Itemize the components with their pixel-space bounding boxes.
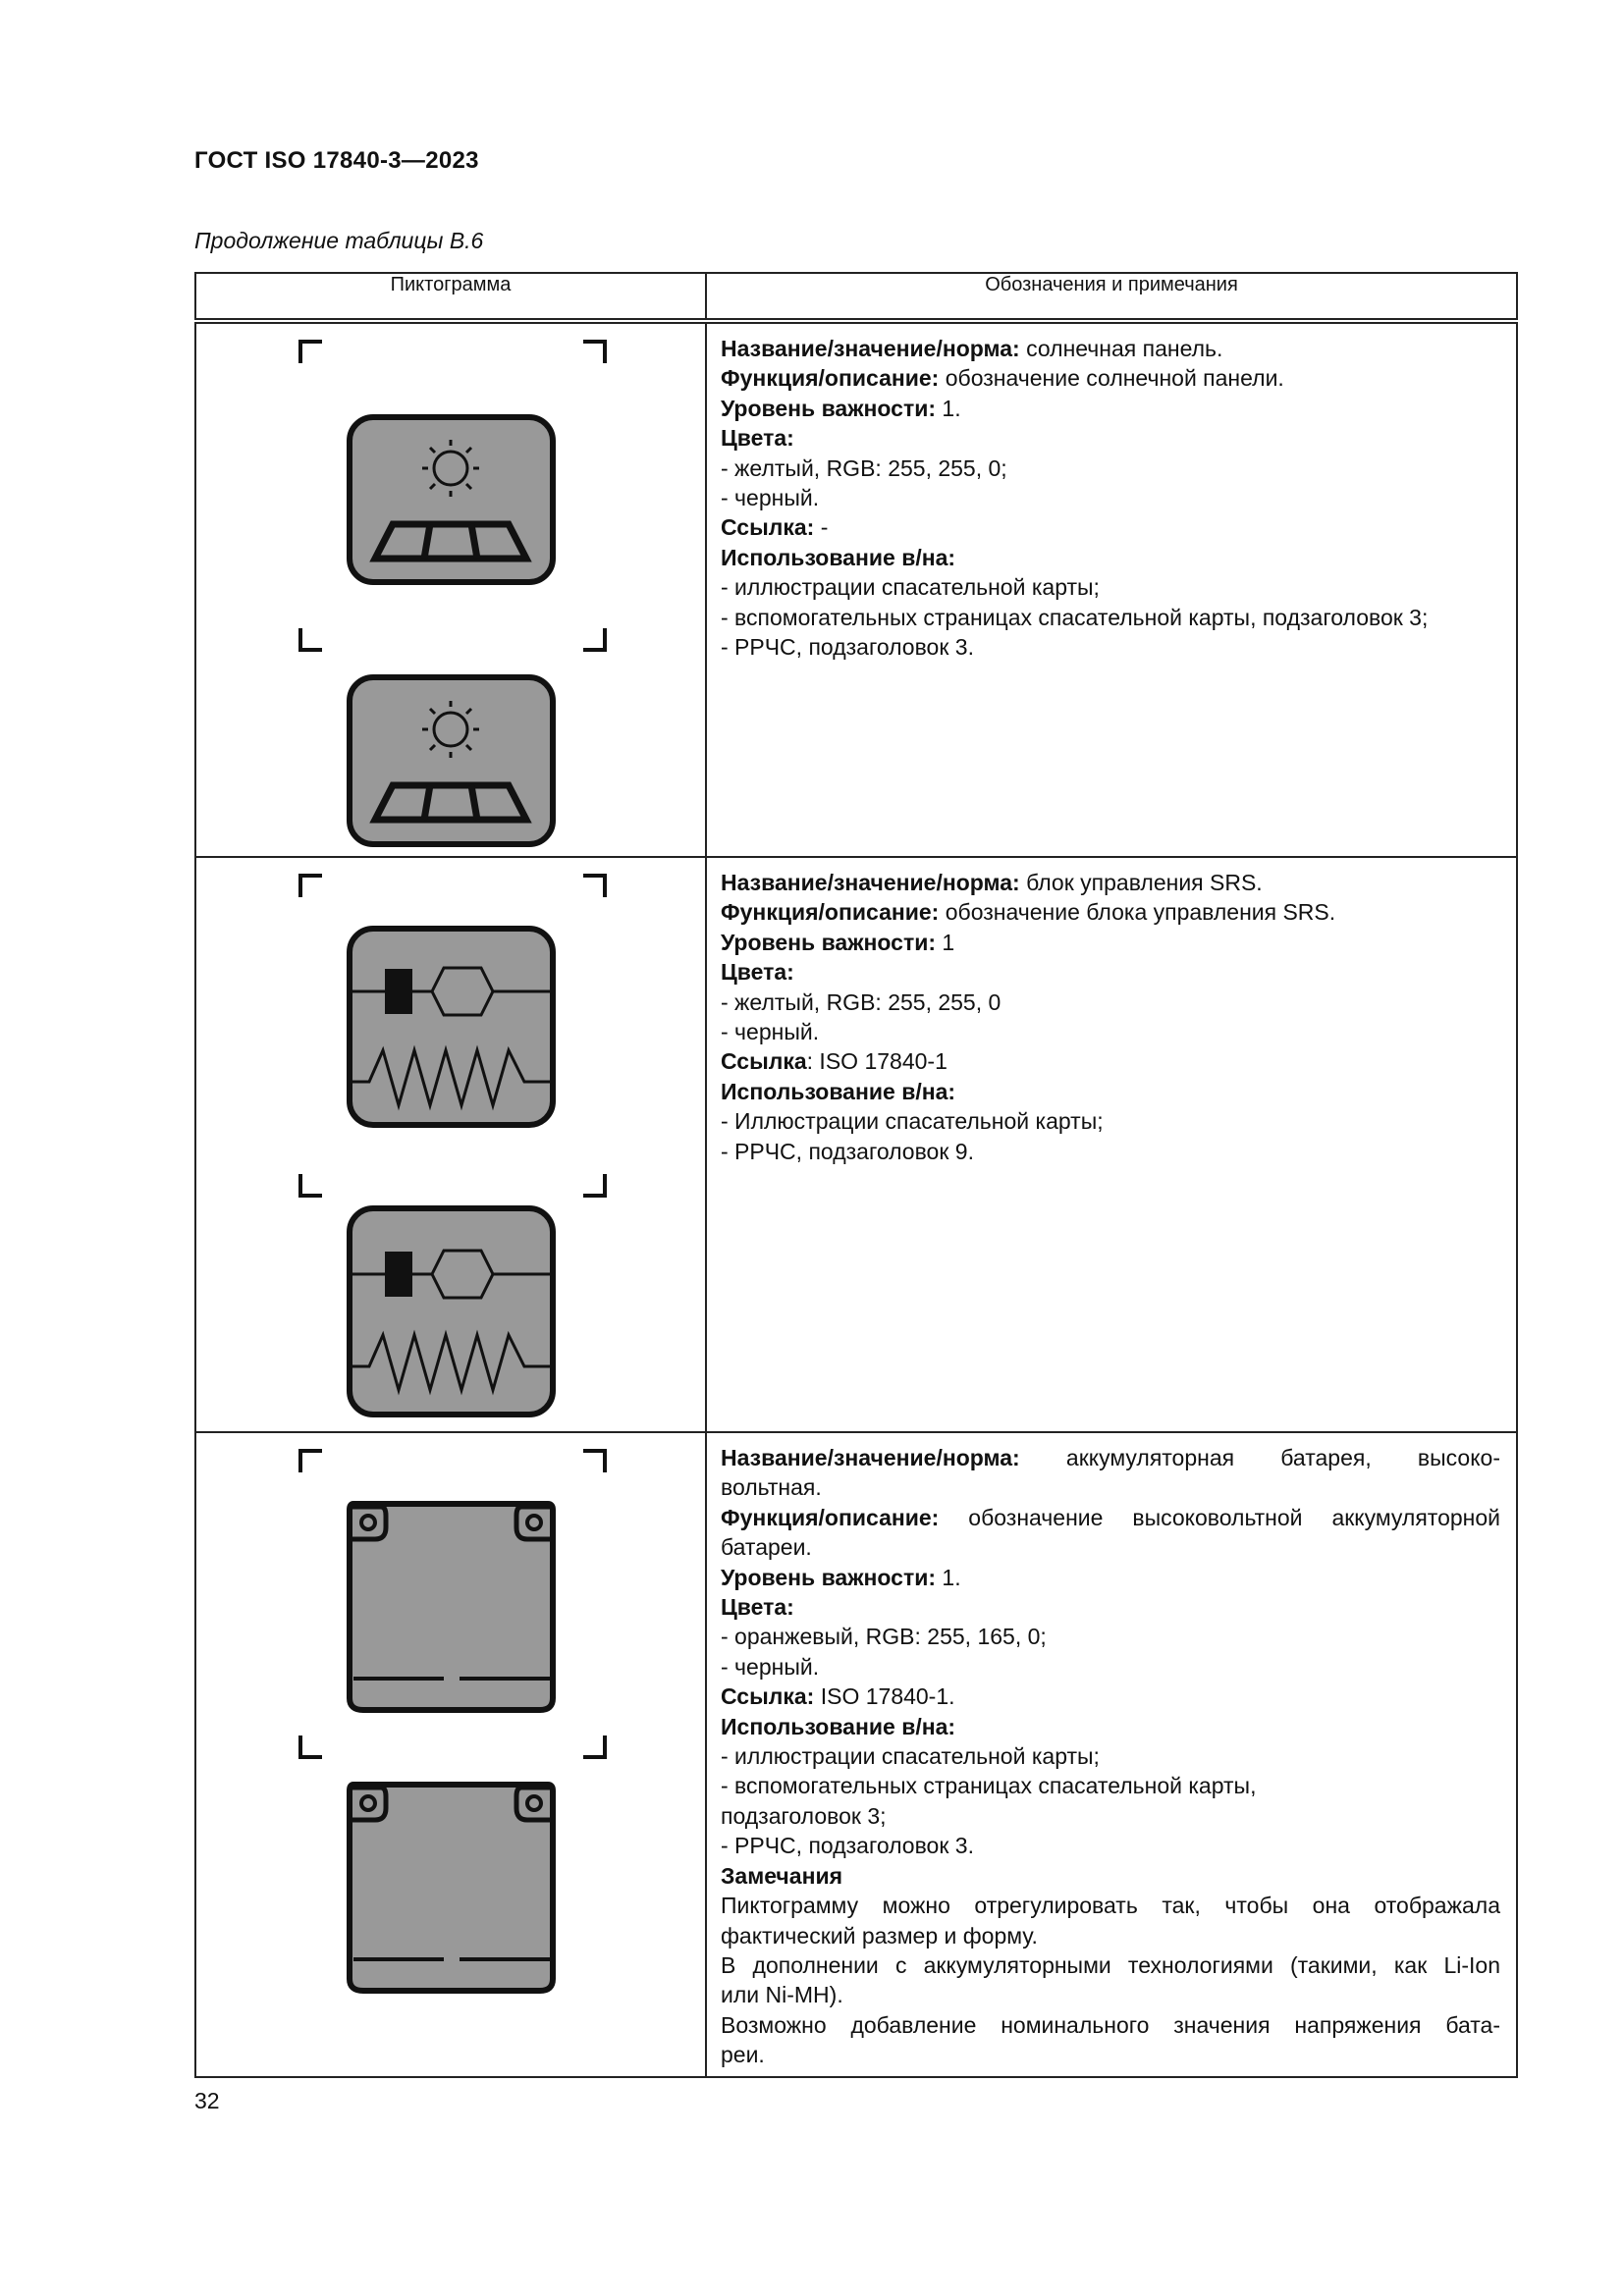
notes-line-text: - РРЧС, подзаголовок 3. [721,634,974,661]
notes-line [721,1622,1500,1651]
notes-line-text: или Ni-MH). [721,1982,843,2008]
notes-line-text: - желтый, RGB: 255, 255, 0 [721,988,1001,1015]
table-row [195,321,1517,857]
frame-corner-bottom-right [583,1174,605,1196]
frame-corner-top-right [583,876,605,897]
notes-list [721,334,1500,662]
srs-control-unit-icon [196,858,705,1431]
notes-line-label: Использование в/на: [721,1078,956,1104]
page-number: 32 [194,2088,220,2113]
notes-line [721,1137,1500,1166]
notes-line-label: Ссылка [721,1048,807,1075]
notes-line-label: Название/значение/норма: [721,336,1020,361]
notes-line [721,1563,1500,1592]
notes-line [721,1017,1500,1046]
notes-line-text: - РРЧС, подзаголовок 9. [721,1138,974,1164]
notes-line-text: подзаголовок 3; [721,1802,887,1829]
notes-line-label: Уровень важности: [721,395,937,421]
notes-line-text: солнечная панель. [1019,336,1223,361]
notes-line-text: - черный. [721,485,820,511]
notes-line [721,957,1500,987]
notes-line [721,1443,1500,1472]
notes-line-label: Функция/описание: [721,899,940,926]
notes-line-label: Ссылка: [721,1683,815,1710]
frame-corner-bottom-left [300,1735,322,1757]
notes-line [721,1592,1500,1622]
notes-line-text: - иллюстрации спасательной карты; [721,574,1100,601]
frame-corner-top-right [583,342,605,363]
notes-line [721,897,1500,927]
notes-line-text: обозначение блока управления SRS. [939,899,1336,926]
notes-line-label: Замечания [721,1862,843,1889]
notes-line-text: фактический размер и форму. [721,1922,1038,1949]
notes-line [721,928,1500,957]
notes-line-text: - иллюстрации спасательной карты; [721,1743,1100,1770]
notes-line [721,1046,1500,1076]
notes-line-text: - оранжевый, RGB: 255, 165, 0; [721,1624,1047,1650]
battery-icon-large [350,1504,553,1710]
notes-line [721,1891,1500,1920]
notes-line [721,572,1500,602]
notes-line-text: обозначение высоковольтной аккумуляторной [939,1504,1500,1530]
notes-list [721,1443,1500,2070]
frame-corner-bottom-left [300,628,322,650]
notes-line [721,1741,1500,1771]
notes-line-text: Пиктограмму можно отрегулировать так, чтобы она отображала [721,1893,1500,1919]
notes-line-label: Название/значение/норма: [721,1445,1020,1470]
table-caption: Продолжение таблицы В.6 [194,228,484,253]
notes-line-label: Цвета: [721,959,794,986]
notes-line-label: Цвета: [721,1594,794,1621]
notes-line [721,543,1500,572]
document-header: ГОСТ ISO 17840-3—2023 [194,147,479,174]
notes-line-text: В дополнении с аккумуляторными технологиями (такими, как Li-Ion [721,1951,1500,1978]
pictogram-cell [195,857,706,1432]
notes-line-text: батареи. [721,1534,812,1561]
notes-line [721,2010,1500,2040]
notes-line-label: Название/значение/норма: [721,870,1020,895]
notes-line [721,1503,1500,1532]
table-header-row [195,273,1517,321]
notes-line [721,363,1500,393]
notes-line [721,423,1500,453]
notes-line [721,2040,1500,2069]
notes-line-label: Функция/описание: [721,365,940,392]
frame-corner-bottom-right [583,1735,605,1757]
notes-line-text: 1. [936,395,961,421]
table-row [195,857,1517,1432]
notes-line [721,1861,1500,1891]
notes-line-label: Уровень важности: [721,1564,937,1590]
notes-cell [706,857,1517,1432]
notes-line-text: вольтная. [721,1474,822,1501]
notes-line [721,1801,1500,1831]
notes-line-text: реи. [721,2042,765,2068]
hv-battery-icon [196,1433,705,2071]
frame-corner-top-right [583,1451,605,1472]
notes-line [721,1771,1500,1800]
notes-line [721,1652,1500,1682]
notes-line-text: - Иллюстрации спасательной карты; [721,1108,1104,1135]
notes-line [721,512,1500,542]
notes-line-label: Уровень важности: [721,929,937,955]
notes-line [721,394,1500,423]
notes-line-text: : ISO 17840-1 [806,1048,947,1075]
notes-line-text: - вспомогательных страницах спасательной карты, [721,1773,1257,1799]
notes-line [721,1712,1500,1741]
frame-corner-top-left [300,1451,322,1472]
solar-panel-icon-small [350,677,553,844]
notes-line-text: 1 [936,929,955,955]
frame-corner-bottom-right [583,628,605,650]
pictogram-cell [195,1432,706,2077]
notes-line-label: Использование в/на: [721,544,956,570]
notes-line-text: - черный. [721,1019,820,1045]
notes-line [721,1077,1500,1106]
notes-line [721,454,1500,483]
frame-corner-top-left [300,876,322,897]
notes-line [721,334,1500,363]
notes-line-label: Функция/описание: [721,1504,940,1530]
notes-line [721,1532,1500,1562]
solar-panel-icon [196,324,705,856]
notes-line-text: аккумуляторная батарея, высоко- [1019,1445,1500,1470]
notes-line [721,1980,1500,2009]
notes-line [721,1921,1500,1950]
notes-line-text: - [814,514,829,541]
notes-line-text: 1. [936,1564,961,1590]
pictogram-table [194,272,1518,2078]
pictogram-cell [195,321,706,857]
notes-line-text: обозначение солнечной панели. [939,365,1284,392]
notes-line [721,1106,1500,1136]
srs-icon-small [350,1208,553,1415]
notes-line-text: - черный. [721,1653,820,1680]
notes-line [721,1950,1500,1980]
notes-line [721,632,1500,662]
notes-line [721,868,1500,897]
notes-line-text: - желтый, RGB: 255, 255, 0; [721,454,1007,481]
notes-line [721,603,1500,632]
notes-line-text: - вспомогательных страницах спасательной карты, подзаголовок 3; [721,604,1429,630]
column-header-pictogram: Пиктограмма [195,273,706,321]
notes-line-text: - РРЧС, подзаголовок 3. [721,1833,974,1859]
solar-panel-icon-large [350,417,553,582]
notes-cell [706,321,1517,857]
frame-corner-top-left [300,342,322,363]
notes-line [721,988,1500,1017]
frame-corner-bottom-left [300,1174,322,1196]
notes-line [721,1472,1500,1502]
notes-line-label: Ссылка: [721,514,815,541]
notes-line [721,1682,1500,1711]
notes-list [721,868,1500,1166]
notes-line [721,1831,1500,1860]
notes-line-text: Возможно добавление номинального значения напряжения бата- [721,2011,1500,2038]
notes-line-label: Цвета: [721,425,794,452]
notes-line-text: блок управления SRS. [1019,870,1263,895]
column-header-notes: Обозначения и примечания [706,273,1517,321]
battery-icon-small [350,1785,553,1991]
srs-icon-large [350,929,553,1125]
notes-line-label: Использование в/на: [721,1713,956,1739]
table-row [195,1432,1517,2077]
notes-line [721,483,1500,512]
notes-cell [706,1432,1517,2077]
notes-line-text: ISO 17840-1. [814,1683,955,1710]
